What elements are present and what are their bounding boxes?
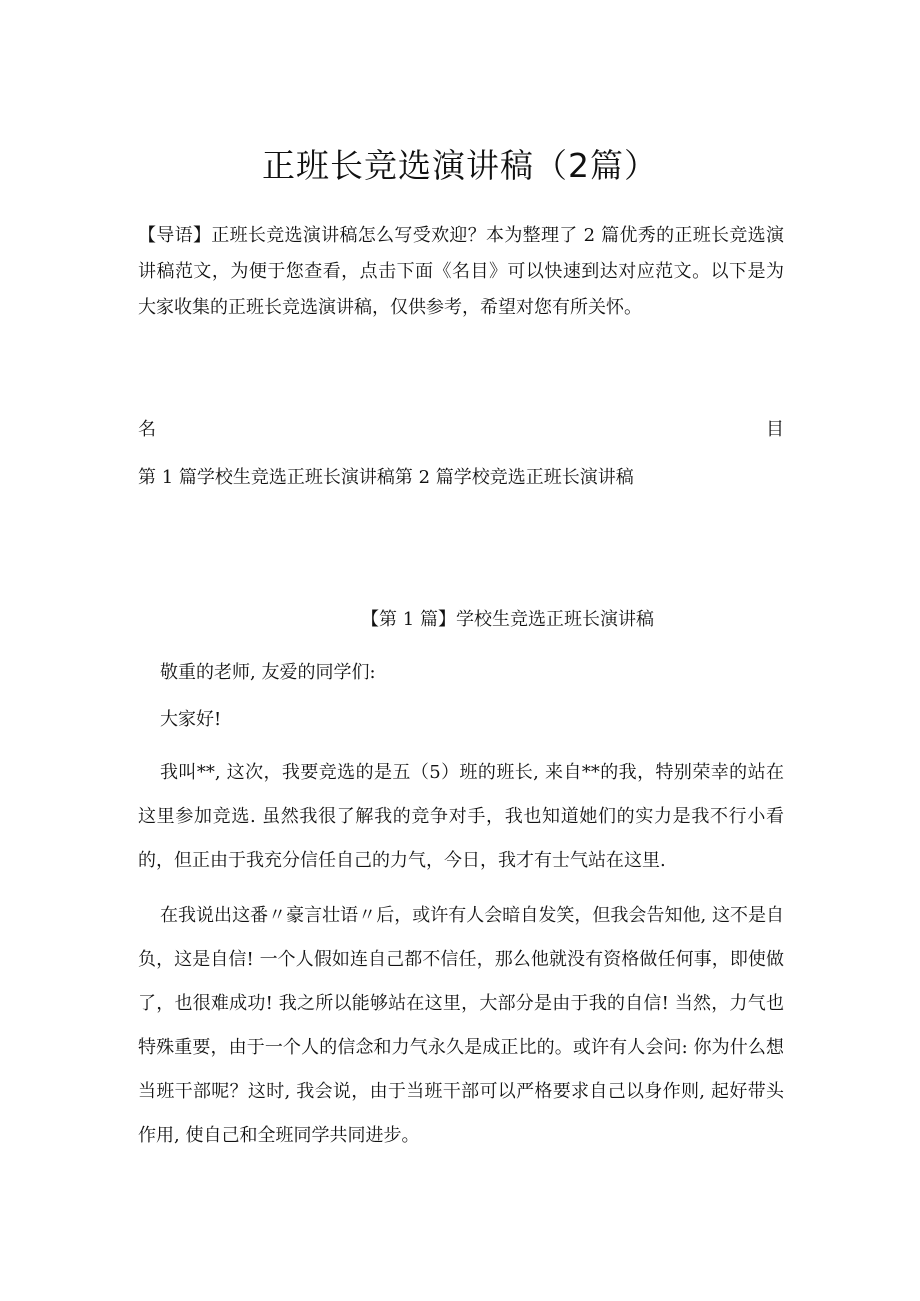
section-heading: 【第 1 篇】学校生竞选正班长演讲稿 bbox=[361, 609, 654, 630]
page-title: 正班长竞选演讲稿（2篇） bbox=[262, 146, 658, 185]
toc-heading bbox=[138, 412, 784, 448]
body-paragraph-1: 我叫**, 这次，我要竞选的是五（5）班的班长, 来自**的我，特别荣幸的站在这里参加竞选. 虽然我很了解我的竞争对手，我也知道她们的实力是我不行小看的，但正由于我充分信任自己的力气，今日，我才有士气站在这里. bbox=[138, 762, 784, 871]
toc-items[interactable]: 第 1 篇学校生竞选正班长演讲稿第 2 篇学校竞选正班长演讲稿 bbox=[138, 467, 634, 488]
intro-paragraph: 【导语】正班长竞选演讲稿怎么写受欢迎？本为整理了 2 篇优秀的正班长竞选演讲稿范文，为便于您查看，点击下面《名目》可以快速到达对应范文。以下是为大家收集的正班长竞选演讲稿，仅供参考，希望对您有所关怀。 bbox=[138, 225, 784, 318]
salutation: 敬重的老师, 友爱的同学们: bbox=[160, 662, 376, 683]
body-paragraph-2: 在我说出这番〃豪言壮语〃后，或许有人会暗自发笑，但我会告知他, 这不是自负，这是自信! 一个人假如连自己都不信任，那么他就没有资格做任何事，即使做了，也很难成功! 我之所以能够站在这里，大部分是由于我的自信! 当然，力气也特殊重要，由于一个人的信念和力气永久是成正比的。或许有人会问: 你为什么想当班干部呢？这时, 我会说，由于当班干部可以严格要求自己以身作则, 起好带头作用, 使自己和全班同学共同进步。 bbox=[138, 905, 784, 1146]
toc-heading-right: 目 bbox=[766, 419, 784, 440]
greeting: 大家好! bbox=[160, 709, 222, 730]
toc-heading-left: 名 bbox=[138, 419, 156, 440]
